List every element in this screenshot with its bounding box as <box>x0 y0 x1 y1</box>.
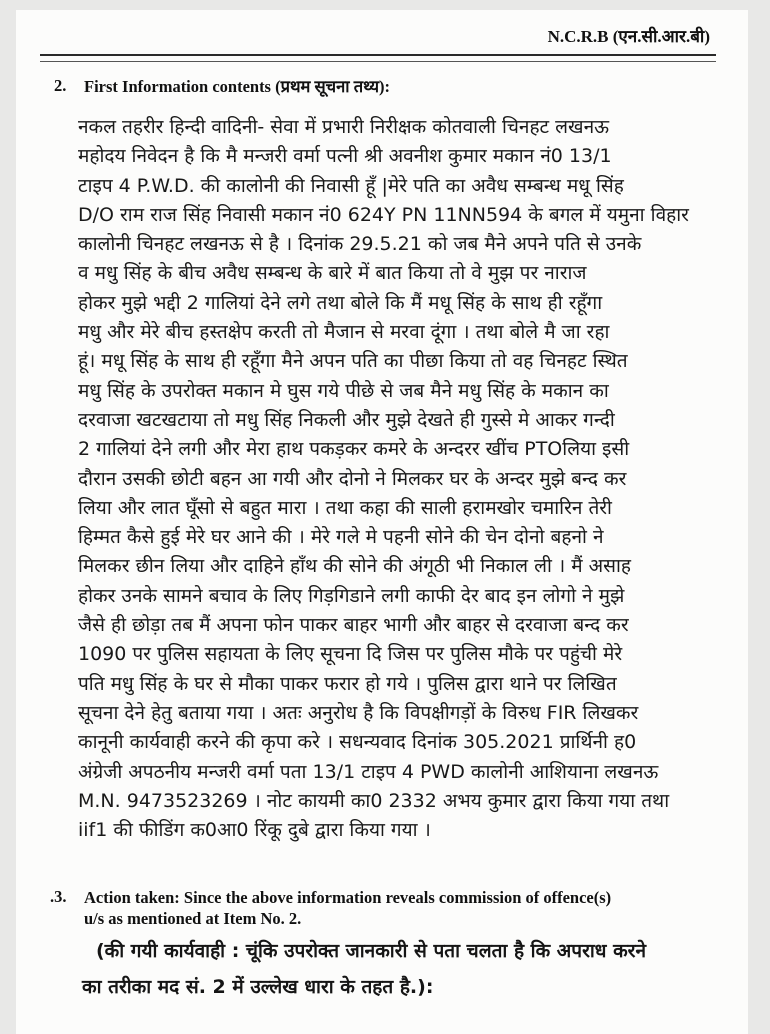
fir-text-line: मिलकर छीन लिया और दाहिने हाँथ की सोने की अंगूठी भी निकाल ली । मैं असाह <box>78 555 631 578</box>
fir-text-line: iif1 की फीडिंग क0आ0 रिंकू दुबे द्वारा किया गया । <box>78 819 431 842</box>
section-2-number: 2. <box>54 76 67 95</box>
fir-text-line: लिया और लात घूँसो से बहुत मारा । तथा कहा की साली हरामखोर चमारिन तेरी <box>78 496 612 519</box>
fir-text-line: होकर मुझे भद्दी 2 गालियां देने लगे तथा बोले कि मैं मधू सिंह के साथ ही रहूँगा <box>78 291 603 314</box>
fir-contents-paragraph <box>78 113 736 845</box>
document-page <box>16 10 748 1034</box>
fir-text-line: नकल तहरीर हिन्दी वादिनी- सेवा में प्रभारी निरीक्षक कोतवाली चिनहट लखनऊ <box>78 116 610 138</box>
fir-text-line: हूं। मधू सिंह के साथ ही रहूँगा मैने अपन पति का पीछा किया तो वह चिनहट स्थित <box>78 350 628 373</box>
action-taken-hindi-line: (की गयी कार्यवाही : चूंकि उपरोक्त जानकारी से पता चलता है कि अपराध करने <box>96 940 646 963</box>
section-3-number: .3. <box>50 887 67 907</box>
fir-text-line: M.N. 9473523269 । नोट कायमी का0 2332 अभय कुमार द्वारा किया गया तथा <box>78 789 670 812</box>
fir-text-line: टाइप 4 P.W.D. की कालोनी की निवासी हूँ |मेरे पति का अवैध सम्बन्ध मधू सिंह <box>78 174 624 197</box>
fir-text-line: हिम्मत कैसे हुई मेरे घर आने की । मेरे गले मे पहनी सोने की चेन दोनो बहनो ने <box>78 526 604 549</box>
section-2-heading: First Information contents (प्रथम सूचना तथ्य): <box>84 77 391 96</box>
fir-text-line: 1090 पर पुलिस सहायता के लिए सूचना दि जिस पर पुलिस मौके पर पहुंची मेरे <box>78 643 623 666</box>
fir-text-line: होकर उनके सामने बचाव के लिए गिड़गिडाने लगी काफी देर बाद इन लोगो ने मुझे <box>78 584 625 607</box>
fir-text-line: दरवाजा खटखटाया तो मधु सिंह निकली और मुझे देखते ही गुस्से मे आकर गन्दी <box>78 408 615 431</box>
fir-text-line: जैसे ही छोड़ा तब मैं अपना फोन पाकर बाहर भागी और बाहर से दरवाजा बन्द कर <box>78 614 629 637</box>
action-taken-hindi-line: का तरीका मद सं. 2 में उल्लेख धारा के तहत है.): <box>82 976 434 999</box>
fir-text-line: महोदय निवेदन है कि मै मन्जरी वर्मा पत्नी श्री अवनीश कुमार मकान नं0 13/1 <box>78 145 612 168</box>
fir-text-line: पति मधु सिंह के घर से मौका पाकर फरार हो गये । पुलिस द्वारा थाने पर लिखित <box>78 672 617 695</box>
fir-text-line: D/O राम राज सिंह निवासी मकान नं0 624Y PN 11NN594 के बगल में यमुना विहार <box>78 203 689 226</box>
fir-text-line: मधु और मेरे बीच हस्तक्षेप करती तो मैजान से मरवा दूंगा । तथा बोले मै जा रहा <box>78 321 610 344</box>
fir-text-line: सूचना देने हेतु बताया गया । अतः अनुरोध है कि विपक्षीगड़ों के विरुध FIR लिखकर <box>78 701 639 724</box>
fir-text-line: अंग्रेजी अपठनीय मन्जरी वर्मा पता 13/1 टाइप 4 PWD कालोनी आशियाना लखनऊ <box>78 760 659 783</box>
section-3 <box>16 887 748 929</box>
section-2 <box>16 76 748 97</box>
fir-text-line: कानूनी कार्यवाही करने की कृपा करे । सधन्यवाद दिनांक 305.2021 प्रार्थिनी ह0 <box>78 731 637 754</box>
section-3-heading <box>84 887 611 929</box>
action-taken-hindi-note <box>82 933 736 1005</box>
fir-text-line: 2 गालियां देने लगी और मेरा हाथ पकड़कर कमरे के अन्दरर खींच PTOलिया इसी <box>78 438 630 461</box>
fir-text-line: व मधु सिंह के बीच अवैध सम्बन्ध के बारे में बात किया तो वे मुझ पर नाराज <box>78 262 587 285</box>
action-taken-heading-line: u/s as mentioned at Item No. 2. <box>84 909 302 929</box>
action-taken-heading-line: Action taken: Since the above information reveals commission of offence(s) <box>84 888 612 908</box>
header-divider <box>40 54 716 62</box>
fir-text-line: मधु सिंह के उपरोक्त मकान मे घुस गये पीछे से जब मैने मधु सिंह के मकान का <box>78 379 609 402</box>
ncrb-header-title: N.C.R.B (एन.सी.आर.बी) <box>547 27 710 46</box>
fir-text-line: कालोनी चिनहट लखनऊ से है । दिनांक 29.5.21 को जब मैने अपने पति से उनके <box>78 233 642 256</box>
fir-text-line: दौरान उसकी छोटी बहन आ गयी और दोनो ने मिलकर घर के अन्दर मुझे बन्द कर <box>78 467 627 490</box>
